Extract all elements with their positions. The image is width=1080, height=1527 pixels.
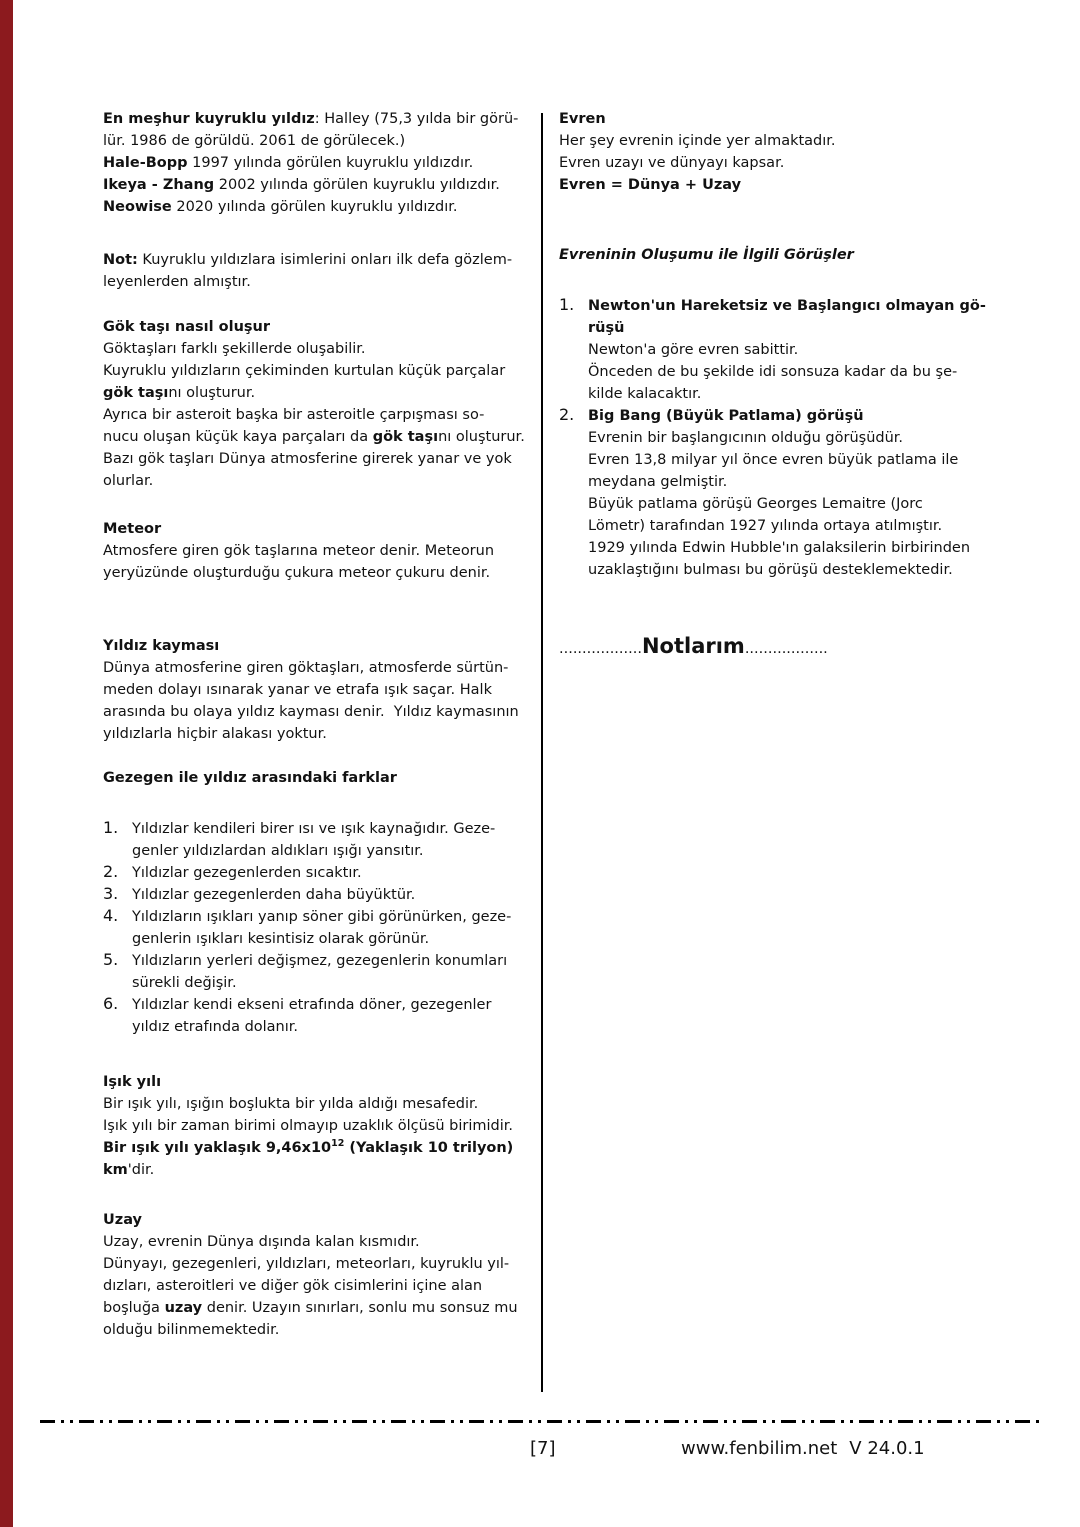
text-line [103,767,543,789]
list-number: 4. [103,906,119,925]
text-line [103,1209,543,1231]
text-run: dızları, asteroitleri ve diğer gök cisimlerini içine alan [103,1278,483,1294]
text-line [588,361,1043,383]
list-number: 2. [559,405,575,424]
text-line [103,1137,543,1159]
universe-section [559,108,1043,196]
universe-views-list [559,295,1043,581]
list-number: 5. [103,950,119,969]
bold-text-run: Notlarım [641,634,745,658]
text-run: yeryüzünde oluşturduğu çukura meteor çukuru denir. [103,565,491,581]
bold-text-run: Evren = Dünya + Uzay [559,177,742,193]
text-run: genler yıldızlardan aldıkları ışığı yansıtır. [132,843,424,859]
text-run: 1929 yılında Edwin Hubble'ın galaksilerin birbirinden [588,540,971,556]
text-run: Kuyruklu yıldızlara isimlerini onları ilk defa gözlem- [137,252,513,268]
list-item [103,906,543,950]
text-line [103,657,543,679]
text-line [588,449,1043,471]
my-notes-line [559,635,1043,657]
bold-text-run: uzay [164,1300,203,1316]
text-run: olurlar. [103,473,154,489]
bold-text-run: Big Bang (Büyük Patlama) görüşü [588,408,864,424]
text-run: Yıldızlar gezegenlerden daha büyüktür. [132,887,416,903]
text-line [103,130,543,152]
text-line [103,679,543,701]
list-item [103,862,543,884]
page-number: [7] [530,1438,556,1459]
text-line [103,360,543,382]
text-line [559,174,1043,196]
bold-text-run: Evreninin Oluşumu ile İlgili Görüşler [559,247,854,263]
text-run: Yıldızların ışıkları yanıp söner gibi görünürken, geze- [132,909,512,925]
text-line [559,108,1043,130]
text-run: yıldız etrafında dolanır. [132,1019,299,1035]
text-run: : Halley (75,3 yılda bir görü- [314,111,519,127]
text-line [588,559,1043,581]
text-line [588,383,1043,405]
text-run: arasında bu olaya yıldız kayması denir. Yıldız kaymasının [103,704,519,720]
text-run: Evren 13,8 milyar yıl önce evren büyük patlama ile [588,452,959,468]
list-number: 3. [103,884,119,903]
text-line [103,152,543,174]
text-line [588,339,1043,361]
bold-text-run: Uzay [103,1212,143,1228]
text-run: yıldızlarla hiçbir alakası yoktur. [103,726,327,742]
footer-site-version [681,1438,925,1459]
text-line [588,427,1043,449]
text-line [559,244,1043,266]
text-line [588,537,1043,559]
text-line [103,540,543,562]
text-line [103,316,543,338]
text-run: Yıldızlar kendileri birer ısı ve ışık kaynağıdır. Geze- [132,821,496,837]
shooting-star-section [103,635,543,745]
text-line [103,1159,543,1181]
list-item-text [132,884,543,906]
text-run: leyenlerden almıştır. [103,274,251,290]
bold-text-run: Neowise [103,199,172,215]
text-line [103,1231,543,1253]
bold-text-run: gök taşı [103,385,169,401]
text-run: Evrenin bir başlangıcının olduğu görüşüdür. [588,430,904,446]
text-run: Büyük patlama görüşü Georges Lemaitre (Jorc [588,496,923,512]
text-line [132,884,543,906]
bold-text-run: gök taşı [372,429,439,445]
bold-text-run: Gök taşı nasıl oluşur [103,319,271,335]
bold-text-run: Gezegen ile yıldız arasındaki farklar [103,770,397,786]
text-line [132,928,543,950]
text-run: meydana gelmiştir. [588,474,728,490]
text-run: Yıldızlar gezegenlerden sıcaktır. [132,865,362,881]
comet-naming-note [103,249,543,293]
text-line [103,196,543,218]
text-line [103,382,543,404]
text-run: Dünyayı, gezegenleri, yıldızları, meteorları, kuyruklu yıl- [103,1256,510,1272]
text-run: 1997 yılında görülen kuyruklu yıldızdır. [187,155,474,171]
text-run: 'dir. [127,1162,155,1178]
list-item [103,818,543,862]
text-run: Newton'a göre evren sabittir. [588,342,799,358]
text-run: meden dolayı ısınarak yanar ve etrafa ışık saçar. Halk [103,682,492,698]
text-line [588,515,1043,537]
text-line [588,405,1043,427]
site-url: www.fenbilim.net [681,1438,838,1459]
left-column [103,108,543,1341]
text-line [103,518,543,540]
text-run: Dünya atmosferine giren göktaşları, atmosferde sürtün- [103,660,509,676]
text-run: 2002 yılında görülen kuyruklu yıldızdır. [214,177,500,193]
text-run: .................. [744,641,828,657]
text-run: Önceden de bu şekilde idi sonsuza kadar da bu şe- [588,364,958,380]
text-line [103,448,543,470]
famous-comets-paragraph [103,108,543,218]
planet-vs-star-list [103,818,543,1038]
bold-text-run: rüşü [588,320,625,336]
list-item [559,295,1043,405]
text-run: .................. [559,641,642,657]
bold-text-run: Not: [103,252,138,268]
universe-formation-heading [559,244,1043,266]
text-line [103,635,543,657]
meteoroid-formation-section [103,316,543,492]
text-run: Ayrıca bir asteroit başka bir asteroitle çarpışması so- [103,407,485,423]
text-line [588,295,1043,317]
text-line [132,994,543,1016]
text-line [103,271,543,293]
column-divider [541,113,543,1392]
bold-text-run: (Yaklaşık 10 trilyon) [344,1140,514,1156]
list-item-text [588,295,1043,405]
list-item-text [132,862,543,884]
meteor-section [103,518,543,584]
text-line [103,426,543,448]
bold-text-run: Işık yılı [103,1074,162,1090]
text-line [103,174,543,196]
text-run: Bir ışık yılı, ışığın boşlukta bir yılda aldığı mesafedir. [103,1096,479,1112]
text-line [559,130,1043,152]
bold-text-run: Newton'un Hareketsiz ve Başlangıcı olmayan gö- [588,298,986,314]
text-line [559,152,1043,174]
text-line [132,906,543,928]
text-line [103,404,543,426]
planet-vs-star-heading [103,767,543,789]
list-item-text [132,906,543,950]
list-number: 6. [103,994,119,1013]
bold-text-run: Yıldız kayması [103,638,220,654]
list-item-text [132,994,543,1038]
list-item-text [132,950,543,994]
text-line [103,701,543,723]
text-run: lür. 1986 de görüldü. 2061 de görülecek.) [103,133,406,149]
text-run: 2020 yılında görülen kuyruklu yıldızdır. [171,199,458,215]
bold-text-run: km [103,1162,128,1178]
space-section [103,1209,543,1341]
text-line [103,1275,543,1297]
text-line [559,635,1043,657]
bold-text-run: Hale-Bopp [103,155,188,171]
text-run: sürekli değişir. [132,975,237,991]
text-run: boşluğa [103,1300,165,1316]
text-line [103,1115,543,1137]
text-line [103,1319,543,1341]
list-item-text [132,818,543,862]
text-line [132,840,543,862]
text-line [103,1297,543,1319]
text-run: genlerin ışıkları kesintisiz olarak görünür. [132,931,430,947]
text-line [103,249,543,271]
text-line [132,862,543,884]
text-run: nucu oluşan küçük kaya parçaları da [103,429,373,445]
list-number: 1. [103,818,119,837]
bold-text-run: Ikeya - Zhang [103,177,215,193]
text-run: Her şey evrenin içinde yer almaktadır. [559,133,836,149]
text-line [588,471,1043,493]
text-line [103,723,543,745]
text-run: Işık yılı bir zaman birimi olmayıp uzaklık ölçüsü birimidir. [103,1118,513,1134]
text-run: Yıldızlar kendi ekseni etrafında döner, gezegenler [132,997,492,1013]
text-run: Bazı gök taşları Dünya atmosferine girerek yanar ve yok [103,451,512,467]
text-line [588,493,1043,515]
text-run: Uzay, evrenin Dünya dışında kalan kısmıdır. [103,1234,420,1250]
page-edge-bar [0,0,13,1527]
list-number: 2. [103,862,119,881]
text-run: Göktaşları farklı şekillerde oluşabilir. [103,341,366,357]
right-column [559,108,1043,657]
bold-text-run: Bir ışık yılı yaklaşık 9,46x10 [103,1140,332,1156]
list-item-text [588,405,1043,581]
text-line [132,818,543,840]
list-item [103,950,543,994]
list-item [559,405,1043,581]
bold-text-run: Meteor [103,521,162,537]
text-line [132,972,543,994]
text-run: kilde kalacaktır. [588,386,702,402]
text-line [132,950,543,972]
list-item [103,994,543,1038]
bold-text-run: Evren [559,111,606,127]
version-label: V 24.0.1 [849,1438,925,1459]
text-line [103,108,543,130]
footer-separator-line [40,1420,1042,1423]
text-run: denir. Uzayın sınırları, sonlu mu sonsuz mu [202,1300,518,1316]
bold-text-run: 12 [331,1138,345,1150]
text-run: Evren uzayı ve dünyayı kapsar. [559,155,785,171]
list-item [103,884,543,906]
text-line [588,317,1043,339]
text-run: Yıldızların yerleri değişmez, gezegenlerin konumları [132,953,508,969]
text-run: nı oluşturur. [168,385,256,401]
text-run: Atmosfere giren gök taşlarına meteor denir. Meteorun [103,543,495,559]
text-line [103,1093,543,1115]
text-line [103,1071,543,1093]
light-year-section [103,1071,543,1181]
text-line [103,470,543,492]
text-run: olduğu bilinmemektedir. [103,1322,280,1338]
text-line [103,338,543,360]
text-line [103,562,543,584]
list-number: 1. [559,295,575,314]
text-run: nı oluşturur. [438,429,525,445]
bold-text-run: En meşhur kuyruklu yıldız [103,111,315,127]
text-line [103,1253,543,1275]
text-run: Lömetr) tarafından 1927 yılında ortaya atılmıştır. [588,518,943,534]
text-run: Kuyruklu yıldızların çekiminden kurtulan küçük parçalar [103,363,506,379]
text-line [132,1016,543,1038]
text-run: uzaklaştığını bulması bu görüşü desteklemektedir. [588,562,953,578]
